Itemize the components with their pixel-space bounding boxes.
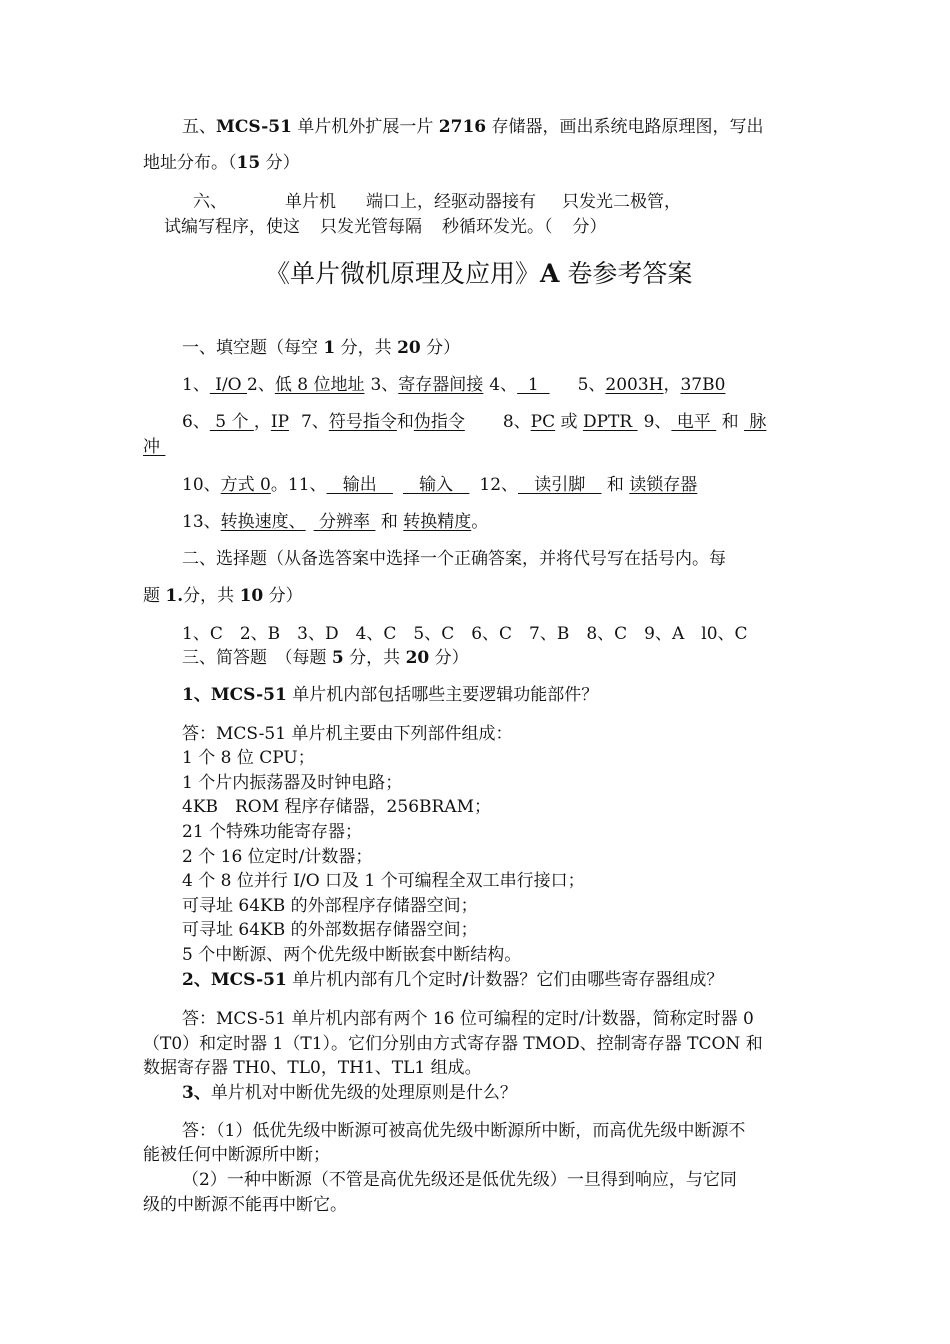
question-text: 单片机内部有几个定时: [286, 970, 463, 990]
blank-answer: I/O: [209, 375, 248, 395]
fill-answers-row-4: [182, 511, 488, 533]
q1-answer-line: 可寻址 64KB 的外部程序存储器空间；: [182, 896, 478, 916]
blank-number: 10、: [182, 475, 221, 495]
q3-answer-line: 能被任何中断源所中断；: [143, 1145, 330, 1165]
blank-answer: 脉: [744, 412, 767, 432]
question-text: 单片机内部包括哪些主要逻辑功能部件？: [286, 685, 599, 705]
q3-answer-line: 答：（1）低优先级中断源可被高优先级中断源所中断，而高优先级中断源不: [182, 1121, 746, 1141]
heading-num: 20: [397, 338, 421, 358]
connector: 和: [601, 475, 630, 495]
connector: 或: [555, 412, 583, 432]
blank-number: 。11、: [270, 475, 327, 495]
connector: 和: [396, 412, 414, 432]
fill-answers-row-2-cont: [143, 436, 165, 458]
section-2-heading: [182, 548, 726, 570]
blank-answer: DPTR: [582, 412, 638, 432]
blank-answer: 5 个: [209, 412, 254, 432]
q6-text: 分）: [572, 217, 607, 237]
q1-answer-line: 4KB ROM 程序存储器，256BRAM；: [182, 797, 491, 817]
fill-answers-row-2: [182, 411, 766, 433]
q6-text: 试编写程序，使这: [164, 217, 300, 237]
blank-answer: IP: [270, 412, 290, 432]
blank-answer: PC: [530, 412, 556, 432]
blank-number: 9、: [643, 412, 672, 432]
q6-text: 六、: [193, 192, 227, 212]
heading-text: 分）: [429, 648, 469, 668]
short-question-2: [182, 969, 723, 991]
heading-text: 一、填空题（每空: [182, 338, 324, 358]
blank-number: 7、: [301, 412, 329, 432]
title-letter: A: [540, 259, 560, 288]
section-1-heading: [182, 337, 460, 359]
q5-chip: 2716: [438, 117, 487, 137]
heading-num: 5: [331, 648, 344, 668]
q5-text-2: 存储器，画出系统电路原理图，写出: [486, 117, 764, 137]
question-text: 单片机对中断优先级的处理原则是什么？: [210, 1083, 517, 1103]
q3-answer-line: （2）一种中断源（不管是高优先级还是低优先级）一旦得到响应，与它同: [182, 1170, 737, 1190]
blank-number: 12、: [479, 475, 519, 495]
blank-answer: 伪指令: [413, 412, 465, 432]
blank-answer: 分辨率: [313, 512, 376, 532]
q6-text: 端口上，经驱动器接有: [366, 192, 536, 212]
q1-answer-line: 可寻址 64KB 的外部数据存储器空间；: [182, 920, 478, 940]
heading-num: 1.: [165, 586, 184, 606]
title-text-2: 卷参考答案: [559, 259, 693, 288]
separator: ，: [253, 412, 271, 432]
q1-answer-line: 1 个 8 位 CPU；: [182, 748, 315, 768]
question-text: 计数器？它们由哪些寄存器组成？: [468, 970, 724, 990]
blank-number: 2、: [247, 375, 275, 395]
section-2-heading-cont: [143, 585, 303, 607]
blank-answer: 输入: [402, 475, 470, 495]
choice-answer-list: 1、C 2、B 3、D 4、C 5、C 6、C 7、B 8、C 9、A l0、C: [182, 624, 748, 644]
q5-text-3: 地址分布。（: [143, 153, 237, 173]
heading-text: 分，共: [183, 586, 240, 606]
blank-answer: 转换精度: [403, 512, 472, 532]
q2-answer-line: 数据寄存器 TH0、TL0，TH1、TL1 组成。: [143, 1058, 482, 1078]
heading-text: 分，共: [335, 338, 398, 358]
q5-score: 15: [236, 153, 261, 173]
q5-model: MCS-51: [216, 117, 292, 137]
blank-answer: 输出: [326, 475, 393, 495]
question-6-line-1: [193, 191, 681, 213]
q1-answer-line: 2 个 16 位定时/计数器；: [182, 847, 373, 867]
question-slash: /: [462, 970, 469, 990]
blank-answer: 冲: [143, 437, 166, 457]
blank-number: 6、: [182, 412, 210, 432]
blank-number: 5、: [577, 375, 606, 395]
blank-number: 8、: [502, 412, 531, 432]
heading-text: 三、简答题 （每题: [182, 648, 332, 668]
heading-text: 分，共: [343, 648, 406, 668]
heading-text: 分）: [263, 586, 303, 606]
heading-text: 分）: [420, 338, 461, 358]
q6-text: 秒循环发光。（: [442, 217, 553, 237]
blank-answer: 电平: [671, 412, 717, 432]
blank-answer: 读锁存器: [629, 475, 698, 495]
q2-answer-line: 答：MCS-51 单片机内部有两个 16 位可编程的定时/计数器，简称定时器 0: [182, 1009, 754, 1029]
q1-answer-line: 1 个片内振荡器及时钟电路；: [182, 773, 403, 793]
title-text: 《单片微机原理及应用》: [265, 259, 541, 288]
blank-answer: 1: [517, 375, 550, 395]
question-6-line-2: [164, 216, 607, 238]
fill-answers-row-3: [182, 474, 697, 496]
q5-prefix: 五、: [182, 117, 216, 137]
separator: ，: [663, 375, 681, 395]
fill-answers-row-1: [182, 374, 725, 396]
blank-answer: 低 8 位地址: [274, 375, 365, 395]
blank-number: 1、: [182, 375, 210, 395]
heading-num: 1: [323, 338, 336, 358]
connector: 和: [375, 512, 404, 532]
q2-answer-line: （T0）和定时器 1（T1）。它们分别由方式寄存器 TMOD、控制寄存器 TCON 和: [143, 1034, 763, 1054]
choice-answers: [182, 623, 748, 645]
short-question-1: [182, 684, 598, 706]
section-3-heading: [182, 647, 469, 669]
q1-answer-line: 答：MCS-51 单片机主要由下列部件组成：: [182, 724, 513, 744]
question-5-line-2: [143, 152, 300, 174]
short-question-3: [182, 1082, 517, 1104]
blank-answer: 转换速度、: [220, 512, 306, 532]
blank-answer: 2003H: [605, 375, 664, 395]
blank-answer: 方式 0: [220, 475, 271, 495]
question-number: 3、: [182, 1083, 211, 1103]
heading-num: 20: [405, 648, 430, 668]
question-number: 2、MCS-51: [182, 970, 287, 990]
connector: 和: [716, 412, 745, 432]
q1-answer-line: 21 个特殊功能寄存器；: [182, 822, 363, 842]
blank-answer: 符号指令: [328, 412, 397, 432]
blank-answer: 寄存器间接: [398, 375, 484, 395]
q3-answer-line: 级的中断源不能再中断它。: [143, 1195, 347, 1215]
blank-number: 4、: [489, 375, 518, 395]
question-number: 1、MCS-51: [182, 685, 287, 705]
q6-text: 只发光二极管，: [562, 192, 681, 212]
q1-answer-line: 5 个中断源、两个优先级中断嵌套中断结构。: [182, 945, 522, 965]
heading-text: 题: [143, 586, 166, 606]
q5-text-1: 单片机外扩展一片: [291, 117, 439, 137]
q6-text: 只发光管每隔: [320, 217, 422, 237]
q5-text-4: 分）: [260, 153, 300, 173]
heading-num: 10: [239, 586, 264, 606]
blank-answer: 37B0: [680, 375, 726, 395]
q1-answer-line: 4 个 8 位并行 I/O 口及 1 个可编程全双工串行接口；: [182, 871, 585, 891]
blank-number: 3、: [370, 375, 399, 395]
question-5-line-1: [182, 116, 764, 138]
answer-key-title: [265, 259, 692, 289]
period: 。: [471, 512, 489, 532]
blank-number: 13、: [182, 512, 221, 532]
q6-text: 单片机: [285, 192, 336, 212]
heading-text: 二、选择题（从备选答案中选择一个正确答案，并将代号写在括号内。每: [182, 549, 726, 569]
blank-answer: 读引脚: [518, 475, 602, 495]
